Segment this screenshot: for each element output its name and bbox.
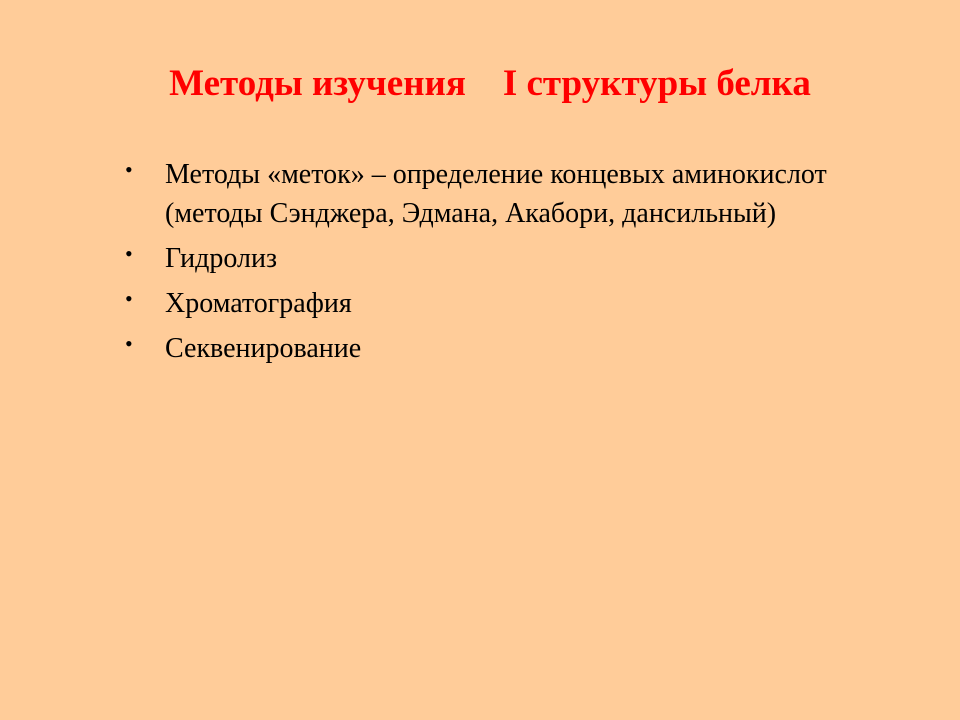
- bullet-item-hydrolysis: [125, 239, 890, 278]
- bullet-marker: •: [125, 241, 133, 266]
- bullet-item-chromatography: [125, 284, 890, 323]
- bullet-item-labeling-methods: [125, 155, 890, 233]
- bullet-text: Секвенирование: [165, 333, 362, 364]
- bullet-marker: •: [125, 331, 133, 356]
- bullet-item-sequencing: [125, 329, 890, 368]
- bullet-marker: •: [125, 157, 133, 182]
- bullet-text: Гидролиз: [165, 243, 277, 274]
- bullet-text: Хроматография: [165, 288, 352, 319]
- slide-title: Методы изучения I структуры белка: [169, 63, 811, 104]
- bullet-marker: •: [125, 286, 133, 311]
- bullet-text: Методы «меток» – определение концевых аминокислот (методы Сэнджера, Эдмана, Акабори, дансильный): [165, 159, 827, 229]
- bullet-list: [125, 155, 890, 374]
